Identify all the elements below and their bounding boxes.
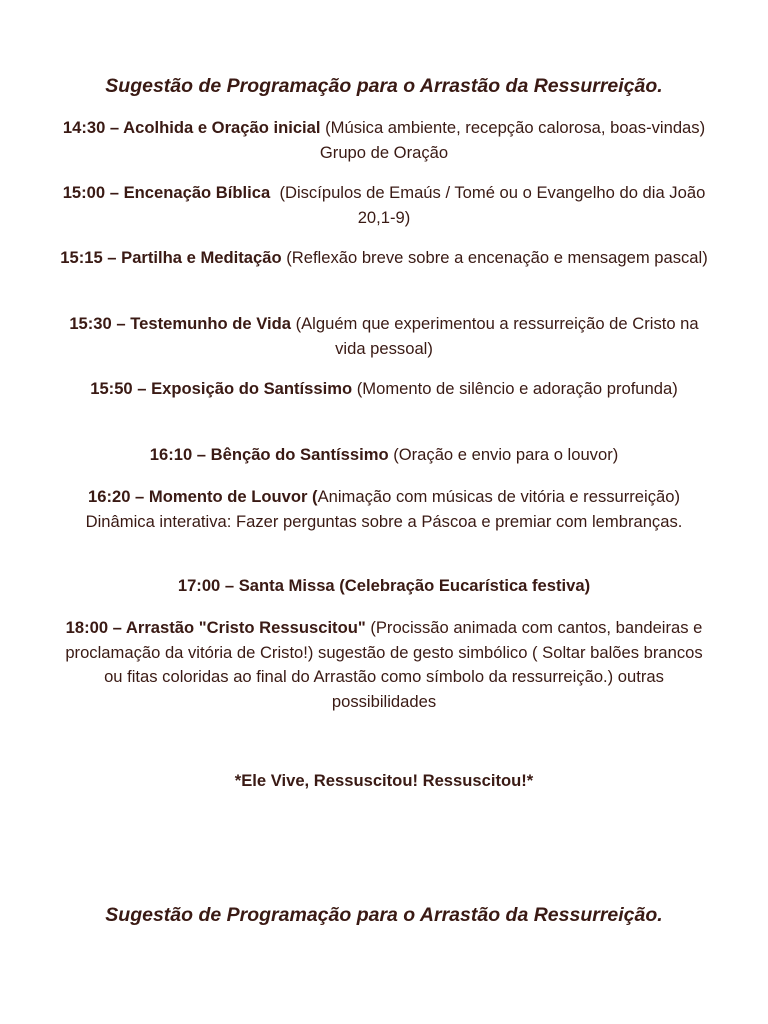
schedule-item-text: (Discípulos de Emaús / Tomé ou o Evangelho do dia João 20,1-9)	[270, 183, 710, 227]
schedule-item-heading: 15:50 – Exposição do Santíssimo	[90, 379, 353, 398]
schedule-item-text: (Procissão animada com cantos, bandeiras e proclamação da vitória de Cristo!) sugestão de gesto simbólico ( Soltar balões brancos ou fitas coloridas ao final do Arrastão como símbolo da ressurreição.) outras possibilidades	[65, 618, 703, 711]
schedule-item-1620	[55, 485, 713, 534]
schedule-item-heading: 14:30 – Acolhida e Oração inicial	[62, 118, 321, 137]
schedule-item-1700	[55, 574, 713, 599]
schedule-item-1800	[55, 616, 713, 714]
schedule-item-1500	[55, 181, 713, 230]
schedule-item-heading: 15:30 – Testemunho de Vida	[69, 314, 291, 333]
schedule-item-heading: 15:00 – Encenação Bíblica	[62, 183, 271, 202]
schedule-item-heading: 17:00 – Santa Missa (Celebração Eucarística festiva)	[177, 576, 591, 595]
schedule-item-1530	[55, 312, 713, 361]
schedule-item-1550	[55, 377, 713, 402]
closing-acclamation: *Ele Vive, Ressuscitou! Ressuscitou!*	[234, 771, 534, 790]
document-title: Sugestão de Programação para o Arrastão da Ressurreição.	[105, 75, 663, 97]
schedule-item-text: Animação com músicas de vitória e ressurreição) Dinâmica interativa: Fazer perguntas sobre a Páscoa e premiar com lembranças.	[85, 487, 683, 531]
schedule-item-text: (Oração e envio para o louvor)	[388, 445, 619, 464]
schedule-item-1430	[55, 116, 713, 165]
schedule-item-heading: 15:15 – Partilha e Meditação	[60, 248, 282, 267]
schedule-item-heading: 18:00 – Arrastão "Cristo Ressuscitou"	[65, 618, 366, 637]
schedule-item-1610	[55, 443, 713, 468]
schedule-item-1515	[55, 246, 713, 271]
schedule-item-text: (Momento de silêncio e adoração profunda)	[352, 379, 678, 398]
schedule-item-text: (Música ambiente, recepção calorosa, boas-vindas) Grupo de Oração	[319, 118, 706, 162]
schedule-item-text: (Alguém que experimentou a ressurreição de Cristo na vida pessoal)	[290, 314, 699, 358]
schedule-item-heading: 16:10 – Bênção do Santíssimo	[149, 445, 389, 464]
schedule-item-heading: 16:20 – Momento de Louvor (	[87, 487, 318, 506]
repeated-document-title: Sugestão de Programação para o Arrastão da Ressurreição.	[105, 904, 663, 926]
schedule-item-text: (Reflexão breve sobre a encenação e mensagem pascal)	[281, 248, 708, 267]
